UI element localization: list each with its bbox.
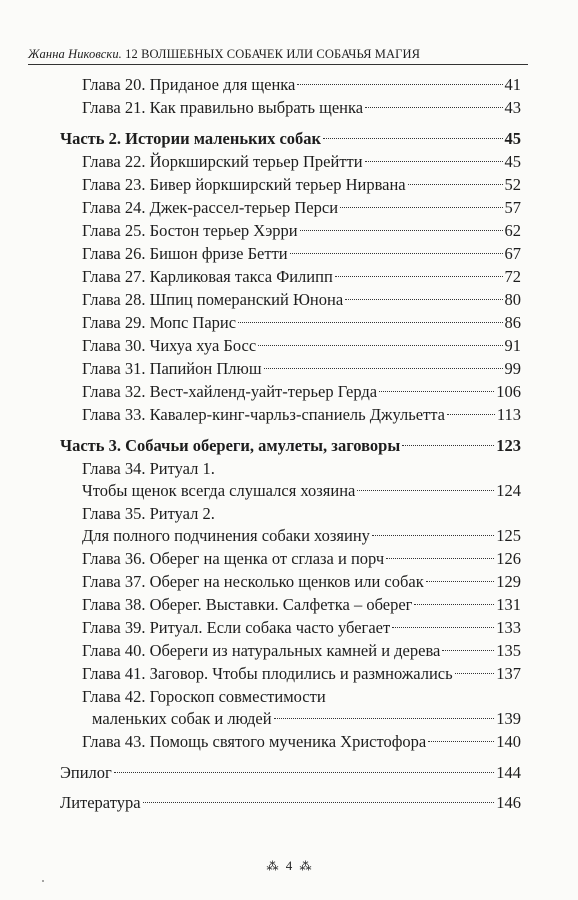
dot-leader (258, 345, 502, 346)
toc-entry[interactable] (0, 685, 578, 709)
toc-entry[interactable] (0, 288, 578, 312)
dot-leader (365, 161, 503, 162)
toc-entry-title: Глава 37. Оберег на несколько щенков или собак (82, 572, 424, 591)
toc-entry-title: Глава 32. Вест-хайленд-уайт-терьер Герда (82, 382, 378, 401)
dot-leader (455, 673, 495, 674)
toc-entry-page: 146 (496, 793, 521, 812)
toc-entry-title: Глава 31. Папийон Плюш (82, 359, 262, 378)
toc-entry-title: Глава 33. Кавалер-кинг-чарльз-спаниель Джульетта (82, 405, 445, 424)
toc-entry-page: 45 (504, 152, 521, 171)
toc-entry-title: маленьких собак и людей (92, 709, 272, 728)
toc-entry-page: 72 (504, 267, 521, 286)
dot-leader (402, 445, 494, 446)
toc-entry[interactable] (0, 219, 578, 243)
toc-entry-title: Для полного подчинения собаки хозяину (82, 526, 370, 545)
toc-entry-page: 129 (496, 572, 521, 591)
toc-entry[interactable] (0, 593, 578, 617)
toc-entry[interactable] (0, 334, 578, 358)
dot-leader (143, 802, 495, 803)
toc-entry-page: 67 (504, 244, 521, 263)
toc-entry[interactable] (0, 242, 578, 266)
toc-entry-title: Глава 34. Ритуал 1. (82, 459, 215, 478)
toc-entry-title: Часть 2. Истории маленьких собак (60, 129, 322, 148)
dot-leader (365, 107, 502, 108)
toc-entry-page: 80 (504, 290, 521, 309)
toc-entry[interactable] (0, 524, 578, 548)
dot-leader (357, 490, 494, 491)
toc-entry-page: 135 (496, 641, 521, 660)
toc-entry-title: Эпилог (60, 763, 112, 782)
toc-entry[interactable] (0, 311, 578, 335)
toc-entry-page: 139 (496, 709, 521, 728)
dot-leader (264, 368, 503, 369)
dot-leader (300, 230, 503, 231)
toc-entry[interactable] (0, 173, 578, 197)
toc-entry-title: Глава 27. Карликовая такса Филипп (82, 267, 333, 286)
toc-entry[interactable] (0, 403, 578, 427)
toc-entry-page: 62 (504, 221, 521, 240)
toc-entry-page: 99 (504, 359, 521, 378)
toc-entry[interactable] (0, 662, 578, 686)
toc-entry-title: Глава 30. Чихуа хуа Босс (82, 336, 257, 355)
ornament-right-icon: ⁂ (299, 859, 312, 873)
dot-leader (426, 581, 495, 582)
toc-entry[interactable] (0, 479, 578, 503)
toc-entry[interactable] (0, 457, 578, 481)
toc-entry-page: 131 (496, 595, 521, 614)
toc-entry-page: 45 (504, 129, 521, 148)
toc-entry-title: Часть 3. Собачьи обереги, амулеты, заговоры (60, 436, 401, 455)
dot-leader (340, 207, 502, 208)
toc-entry[interactable] (0, 639, 578, 663)
toc-entry-title: Глава 42. Гороскоп совместимости (82, 687, 326, 706)
toc-entry[interactable] (0, 791, 578, 815)
dot-leader (114, 772, 494, 773)
toc-entry[interactable] (0, 616, 578, 640)
toc-entry-title: Глава 39. Ритуал. Если собака часто убегает (82, 618, 391, 637)
toc-entry-page: 57 (504, 198, 521, 217)
toc-entry-title: Глава 28. Шпиц померанский Юнона (82, 290, 344, 309)
toc-entry[interactable] (0, 380, 578, 404)
toc-entry-page: 91 (504, 336, 521, 355)
toc-entry-page: 126 (496, 549, 521, 568)
toc-entry-page: 133 (496, 618, 521, 637)
dot-leader (428, 741, 494, 742)
toc-entry-title: Глава 38. Оберег. Выставки. Салфетка – оберег (82, 595, 413, 614)
toc-entry-page: 86 (504, 313, 521, 332)
toc-entry[interactable] (0, 73, 578, 97)
dot-leader (372, 535, 494, 536)
toc-entry[interactable] (0, 570, 578, 594)
toc-entry[interactable] (0, 265, 578, 289)
page-number: 4 (285, 858, 293, 873)
toc-entry-title: Глава 36. Оберег на щенка от сглаза и порч (82, 549, 385, 568)
dot-leader (238, 322, 502, 323)
dot-leader (345, 299, 502, 300)
header-author: Жанна Никовски. (28, 47, 122, 61)
toc-entry[interactable] (0, 730, 578, 754)
toc-entry[interactable] (0, 150, 578, 174)
dot-leader (323, 138, 502, 139)
header-title: 12 ВОЛШЕБНЫХ СОБАЧЕК ИЛИ СОБАЧЬЯ МАГИЯ (125, 47, 421, 61)
ornament-left-icon: ⁂ (266, 859, 279, 873)
toc-entry-page: 106 (496, 382, 521, 401)
toc-entry-title: Глава 40. Обереги из натуральных камней и дерева (82, 641, 441, 660)
toc-entry-title: Глава 35. Ритуал 2. (82, 504, 215, 523)
toc-entry-page: 113 (496, 405, 521, 424)
toc-entry-title: Глава 24. Джек-рассел-терьер Перси (82, 198, 339, 217)
toc-entry-title: Глава 41. Заговор. Чтобы плодились и размножались (82, 664, 453, 683)
dot-leader (408, 184, 503, 185)
toc-entry-title: Глава 22. Йоркширский терьер Прейтти (82, 152, 363, 171)
toc-entry-title: Глава 43. Помощь святого мученика Христофора (82, 732, 427, 751)
toc-entry-page: 124 (496, 481, 521, 500)
toc-entry-title: Литература (60, 793, 141, 812)
toc-entry[interactable] (0, 761, 578, 785)
toc-entry-page: 144 (496, 763, 521, 782)
toc-entry-title: Глава 20. Приданое для щенка (82, 75, 296, 94)
toc-part-entry[interactable] (0, 434, 578, 458)
toc-entry-page: 52 (504, 175, 521, 194)
toc-entry[interactable] (0, 96, 578, 120)
toc-entry-page: 43 (504, 98, 521, 117)
dot-leader (297, 84, 502, 85)
toc-entry[interactable] (0, 357, 578, 381)
toc-entry-title: Глава 23. Бивер йоркширский терьер Нирвана (82, 175, 406, 194)
toc-entry[interactable] (0, 547, 578, 571)
toc-entry-title: Глава 21. Как правильно выбрать щенка (82, 98, 364, 117)
toc-entry-page: 125 (496, 526, 521, 545)
toc-part-entry[interactable] (0, 127, 578, 151)
dot-leader (442, 650, 494, 651)
dot-leader (386, 558, 494, 559)
toc-entry-title: Глава 26. Бишон фризе Бетти (82, 244, 288, 263)
toc-entry-page: 137 (496, 664, 521, 683)
toc-entry[interactable] (0, 196, 578, 220)
print-speck (42, 880, 44, 882)
toc-entry[interactable] (0, 502, 578, 526)
dot-leader (290, 253, 503, 254)
running-header (28, 47, 528, 65)
toc-entry-title: Глава 25. Бостон терьер Хэрри (82, 221, 298, 240)
toc-entry-page: 123 (496, 436, 521, 455)
dot-leader (379, 391, 494, 392)
toc-entry-page: 140 (496, 732, 521, 751)
page-footer (0, 858, 578, 874)
toc-entry[interactable] (0, 707, 578, 731)
dot-leader (274, 718, 495, 719)
dot-leader (335, 276, 503, 277)
dot-leader (414, 604, 494, 605)
toc-entry-page: 41 (504, 75, 521, 94)
dot-leader (392, 627, 494, 628)
toc-entry-title: Глава 29. Мопс Парис (82, 313, 237, 332)
toc-entry-title: Чтобы щенок всегда слушался хозяина (82, 481, 356, 500)
dot-leader (447, 414, 495, 415)
